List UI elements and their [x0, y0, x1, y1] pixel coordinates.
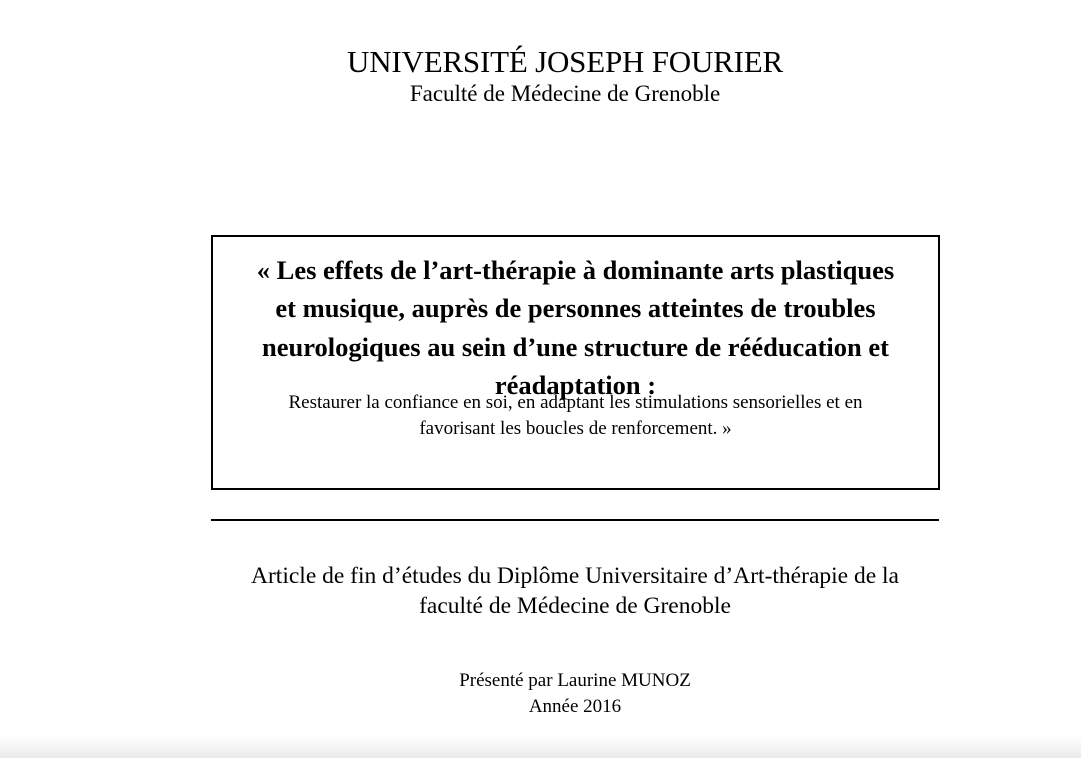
thesis-title-line: réadaptation : — [494, 369, 657, 400]
faculty-name: Faculté de Médecine de Grenoble — [409, 81, 721, 106]
presented-by: Présenté par Laurine MUNOZ — [459, 670, 691, 691]
article-description-line: Article de fin d’études du Diplôme Universitaire d’Art-thérapie de la — [251, 563, 899, 589]
university-name: UNIVERSITÉ JOSEPH FOURIER — [347, 44, 783, 79]
year: Année 2016 — [528, 696, 622, 717]
title-box — [211, 235, 940, 490]
thesis-title-line: et musique, auprès de personnes atteintes de troubles — [275, 293, 876, 324]
horizontal-divider — [211, 519, 939, 521]
thesis-title — [213, 251, 938, 404]
thesis-subtitle — [213, 390, 938, 442]
thesis-title-line: « Les effets de l’art-thérapie à dominante arts plastiques — [256, 255, 895, 285]
thesis-subtitle-line: favorisant les boucles de renforcement. » — [419, 418, 732, 439]
thesis-subtitle-line: Restaurer la confiance en soi, en adaptant les stimulations sensorielles et en — [288, 392, 863, 413]
thesis-title-line: neurologiques au sein d’une structure de rééducation et — [262, 331, 889, 362]
article-description-line: faculté de Médecine de Grenoble — [419, 593, 731, 619]
article-description — [0, 561, 1081, 621]
presenter-block — [0, 668, 1081, 720]
page-bottom-shadow — [0, 736, 1081, 758]
